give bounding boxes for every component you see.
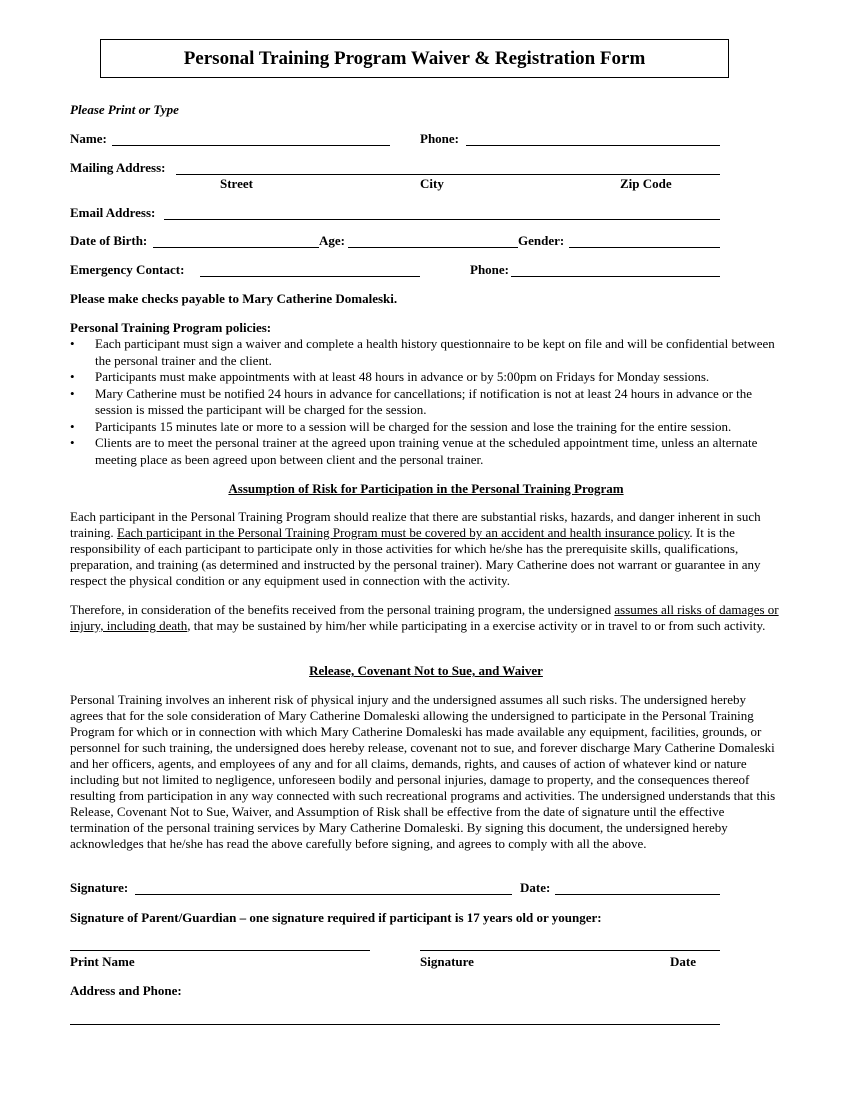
guardian-date-label: Date [670,954,696,969]
mailing-address-field[interactable] [176,174,720,175]
emergency-phone-field[interactable] [511,276,720,277]
bullet: • [70,418,75,434]
risk-paragraph-2: Therefore, in consideration of the benefits received from the personal training program, the undersigned assumes all risks of damages or injury, including death, that may be sustained by him/her while participating in a exercise activity or in travel to or from such activity. [70,602,779,633]
signature-label: Signature: [70,880,129,895]
signature-field[interactable] [135,894,512,895]
email-field[interactable] [164,219,720,220]
release-heading: Release, Covenant Not to Sue, and Waiver [309,663,543,678]
bullet: • [70,435,75,450]
policy-item: • Each participant must sign a waiver and complete a health history questionnaire to be kept on file and will be confidential between the personal trainer and the client. [70,336,775,368]
mailing-address-label: Mailing Address: [70,160,166,175]
name-field[interactable] [112,145,390,146]
bullet: • [70,336,75,351]
gender-label: Gender: [518,233,565,248]
bullet: • [70,369,75,384]
guardian-note: Signature of Parent/Guardian – one signature required if participant is 17 years old or younger: [70,910,602,925]
date-field[interactable] [555,894,720,895]
policy-item: • Clients are to meet the personal trainer at the agreed upon training venue at the scheduled appointment time, unless an alternate meeting place as been agreed upon between client and the personal trainer. [70,435,758,467]
age-label: Age: [319,233,345,248]
age-field[interactable] [348,247,518,248]
policy-item: • Participants must make appointments with at least 48 hours in advance or by 5:00pm on Fridays for Monday sessions. [70,369,710,384]
print-name-label: Print Name [70,954,135,969]
gender-field[interactable] [569,247,720,248]
emergency-contact-label: Emergency Contact: [70,262,185,277]
city-sublabel: City [420,176,444,191]
emergency-phone-label: Phone: [470,262,509,277]
guardian-print-name-field[interactable] [70,950,370,951]
policies-heading: Personal Training Program policies: [70,320,272,335]
page-title: Personal Training Program Waiver & Registration Form [100,39,729,78]
name-label: Name: [70,131,107,146]
policy-item: • Participants 15 minutes late or more to a session will be charged for the session and lose the training for the entire session. [70,418,732,434]
email-label: Email Address: [70,205,156,220]
policy-item: • Mary Catherine must be notified 24 hours in advance for cancellations; if notification is not at least 24 hours in advance or the session is missed the participant will be charged for the session. [70,385,753,417]
dob-label: Date of Birth: [70,233,148,248]
address-phone-field[interactable] [70,1024,720,1025]
risk-paragraph-1: Each participant in the Personal Training Program should realize that there are substantial risks, hazards, and danger inherent in such training. Each participant in the Personal Training Program must be covered by an accident and health insurance policy. It is the responsibility of each participant to participate only in those activities for which he/she has the prerequisite skills, qualifications, preparation, and training (as determined and instructed by the personal trainer). Mary Catherine does not warrant or guarantee in any respect the physical condition or any equipment used in connection with the activity. [70,509,761,588]
dob-field[interactable] [153,247,319,248]
phone-label: Phone: [420,131,459,146]
checks-note: Please make checks payable to Mary Catherine Domaleski. [70,291,398,306]
guardian-signature-label: Signature [420,954,474,969]
emergency-contact-field[interactable] [200,276,420,277]
street-sublabel: Street [220,176,253,191]
release-paragraph: Personal Training involves an inherent risk of physical injury and the undersigned assumes all such risks. The undersigned hereby agrees that for the sole consideration of Mary Catherine Domaleski allowing the undersigned to participate in the Personal Training Program for which or in connection with which Mary Catherine Domaleski has made available any equipment, facilities, grounds, or personnel for such training, the undersigned does hereby release, covenant not to sue, and forever discharge Mary Catherine Domaleski and her officers, agents, and employees of any and for all claims, demands, rights, and causes of action of whatever kind or nature including but not limited to negligence, unforeseen bodily and personal injuries, damage to property, and the consequences thereof resulting from participation in any way connected with such recreational programs and activities. The undersigned understands that this Release, Covenant Not to Sue, Waiver, and Assumption of Risk shall be effective from the date of signature until the effective termination of the personal training services by Mary Catherine Domaleski. By signing this document, the undersigned hereby acknowledges that he/she has read the above carefully before signing, and agrees to comply with all the above. [70,692,776,851]
guardian-signature-field[interactable] [420,950,720,951]
date-label: Date: [520,880,551,895]
phone-field[interactable] [466,145,720,146]
address-phone-label: Address and Phone: [70,983,182,998]
policies-list [70,336,782,468]
bullet: • [70,385,75,401]
risk-heading: Assumption of Risk for Participation in the Personal Training Program [228,481,624,496]
zip-sublabel: Zip Code [620,176,672,191]
print-instructions: Please Print or Type [70,102,179,117]
